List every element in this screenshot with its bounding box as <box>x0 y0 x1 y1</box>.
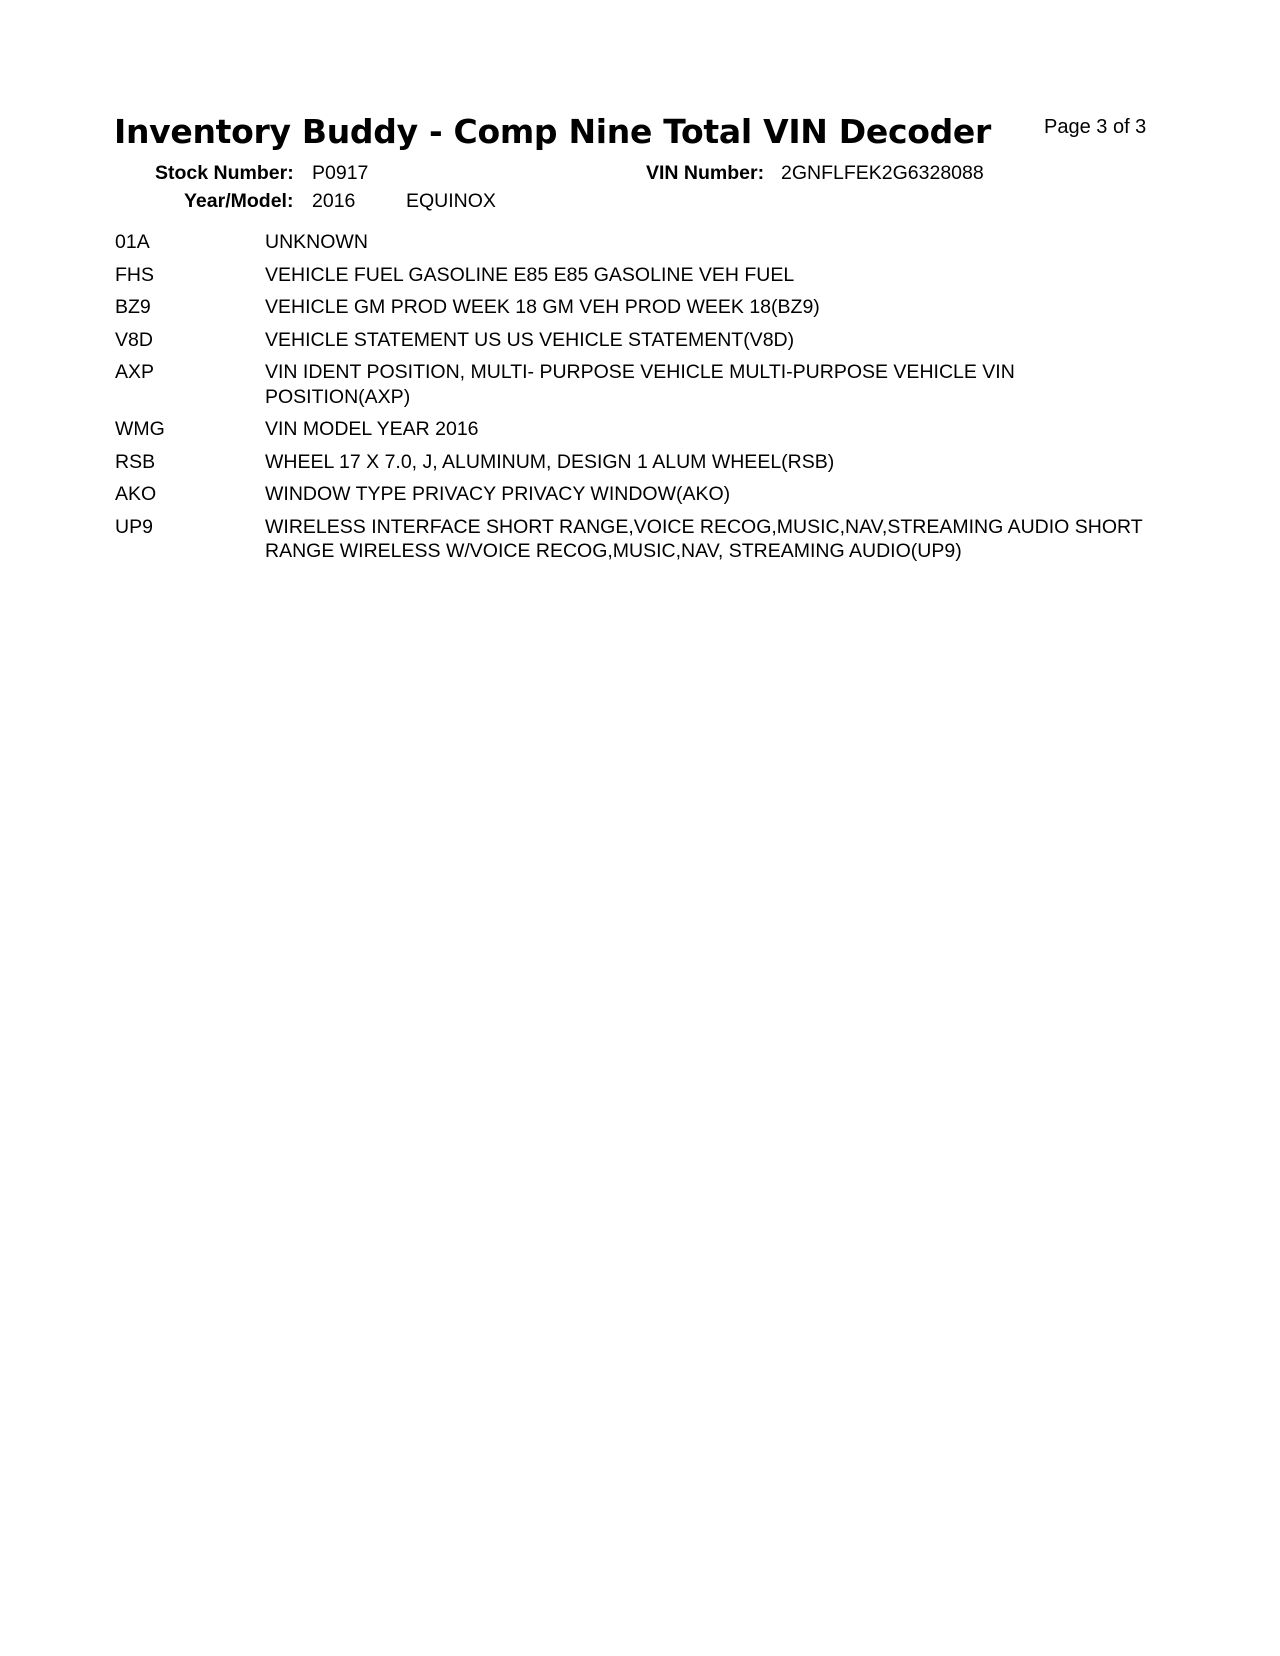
option-code: WMG <box>115 418 165 440</box>
option-description: UNKNOWN <box>265 231 368 253</box>
list-item <box>115 417 1155 442</box>
list-item <box>115 450 1155 475</box>
option-code: AXP <box>115 361 155 383</box>
option-description: VEHICLE FUEL GASOLINE E85 E85 GASOLINE VEH FUEL <box>265 263 795 286</box>
list-item <box>115 263 1155 288</box>
option-code: AKO <box>115 483 157 505</box>
list-item <box>115 482 1155 507</box>
list-item <box>115 328 1155 353</box>
option-code: FHS <box>115 263 154 286</box>
option-code-list <box>115 230 1155 572</box>
list-item <box>115 230 1155 255</box>
option-code: UP9 <box>115 515 153 538</box>
option-description: VIN IDENT POSITION, MULTI- PURPOSE VEHICLE MULTI-PURPOSE VEHICLE VIN POSITION(AXP) <box>265 361 1015 408</box>
vin-number-label: VIN Number: <box>646 162 765 184</box>
year-model-label: Year/Model: <box>184 190 294 212</box>
list-item <box>115 295 1155 320</box>
page-indicator: Page 3 of 3 <box>1044 116 1147 138</box>
option-description: WHEEL 17 X 7.0, J, ALUMINUM, DESIGN 1 ALUM WHEEL(RSB) <box>265 450 835 473</box>
option-code: 01A <box>115 231 150 253</box>
option-code: V8D <box>115 328 153 351</box>
year-value: 2016 <box>312 190 356 212</box>
option-code: RSB <box>115 450 156 473</box>
list-item <box>115 360 1155 409</box>
stock-number-value: P0917 <box>312 162 369 184</box>
vin-number-value: 2GNFLFEK2G6328088 <box>781 162 984 184</box>
list-item <box>115 515 1155 564</box>
option-code: BZ9 <box>115 296 151 318</box>
option-description: VIN MODEL YEAR 2016 <box>265 418 479 440</box>
stock-number-label: Stock Number: <box>155 162 294 184</box>
option-description: WIRELESS INTERFACE SHORT RANGE,VOICE RECOG,MUSIC,NAV,STREAMING AUDIO SHORT RANGE WIRELESS W/VOICE RECOG,MUSIC,NAV, STREAMING AUDIO(UP9) <box>265 515 1143 562</box>
model-value: EQUINOX <box>406 190 496 212</box>
option-description: VEHICLE STATEMENT US US VEHICLE STATEMENT(V8D) <box>265 328 795 351</box>
option-description: VEHICLE GM PROD WEEK 18 GM VEH PROD WEEK 18(BZ9) <box>265 296 820 318</box>
document-title: Inventory Buddy - Comp Nine Total VIN Decoder <box>114 112 991 151</box>
option-description: WINDOW TYPE PRIVACY PRIVACY WINDOW(AKO) <box>265 483 731 505</box>
